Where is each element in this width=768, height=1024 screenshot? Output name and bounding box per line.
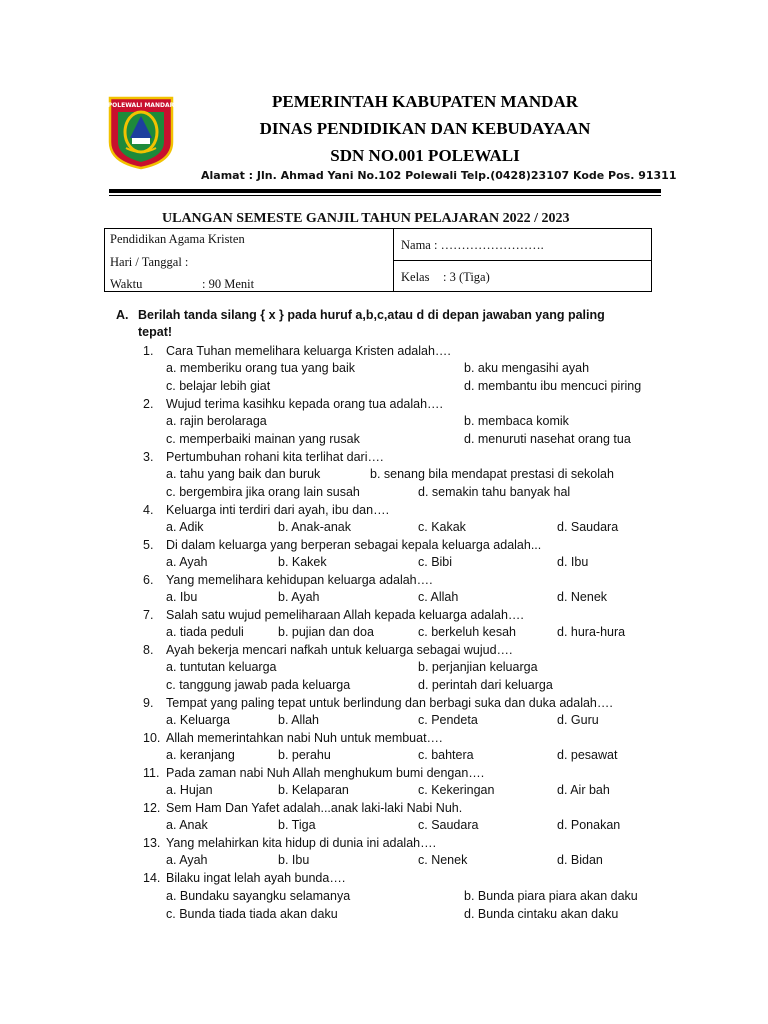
subject-label: Pendidikan Agama Kristen bbox=[110, 232, 245, 246]
question-3-number: 3. bbox=[143, 450, 154, 464]
question-1-text: Cara Tuhan memelihara keluarga Kristen adalah…. bbox=[166, 344, 451, 358]
question-12-option-c: c. Saudara bbox=[418, 818, 479, 832]
question-1-number: 1. bbox=[143, 344, 154, 358]
date-label: Hari / Tanggal : bbox=[110, 255, 189, 269]
question-13-text: Yang melahirkan kita hidup di dunia ini adalah…. bbox=[166, 836, 437, 850]
question-12-number: 12. bbox=[143, 801, 161, 815]
question-4-number: 4. bbox=[143, 503, 154, 517]
question-2-option-a: a. rajin berolaraga bbox=[166, 414, 267, 428]
svg-text:POLEWALI MANDAR: POLEWALI MANDAR bbox=[108, 102, 174, 109]
question-6-option-d: d. Nenek bbox=[557, 590, 608, 604]
question-5-text: Di dalam keluarga yang berperan sebagai kepala keluarga adalah... bbox=[166, 538, 542, 552]
question-5-option-d: d. Ibu bbox=[557, 555, 589, 569]
header-rule-thin bbox=[109, 195, 661, 196]
question-6-option-c: c. Allah bbox=[418, 590, 459, 604]
question-13-option-c: c. Nenek bbox=[418, 853, 468, 867]
question-8-option-d: d. perintah dari keluarga bbox=[418, 678, 553, 692]
question-1-option-c: c. belajar lebih giat bbox=[166, 379, 271, 393]
question-10-option-b: b. perahu bbox=[278, 748, 331, 762]
question-3-option-c: c. bergembira jika orang lain susah bbox=[166, 485, 360, 499]
question-4-option-b: b. Anak-anak bbox=[278, 520, 351, 534]
question-2-option-b: b. membaca komik bbox=[464, 414, 569, 428]
question-5-number: 5. bbox=[143, 538, 154, 552]
instruction-line-2: tepat! bbox=[138, 325, 173, 339]
question-10-option-c: c. bahtera bbox=[418, 748, 474, 762]
question-1-option-a: a. memberiku orang tua yang baik bbox=[166, 361, 355, 375]
exam-title: ULANGAN SEMESTE GANJIL TAHUN PELAJARAN 2022 / 2023 bbox=[162, 211, 570, 226]
question-7-option-a: a. tiada peduli bbox=[166, 625, 244, 639]
question-8-text: Ayah bekerja mencari nafkah untuk keluarga sebagai wujud…. bbox=[166, 643, 513, 657]
question-13-option-b: b. Ibu bbox=[278, 853, 310, 867]
question-12-option-d: d. Ponakan bbox=[557, 818, 621, 832]
name-field: Nama : ……………………. bbox=[401, 238, 544, 252]
section-label: A. bbox=[116, 308, 129, 322]
time-label: Waktu bbox=[110, 277, 143, 291]
question-5-option-b: b. Kakek bbox=[278, 555, 327, 569]
question-4-option-c: c. Kakak bbox=[418, 520, 466, 534]
question-12-option-a: a. Anak bbox=[166, 818, 208, 832]
question-2-text: Wujud terima kasihku kepada orang tua adalah…. bbox=[166, 397, 444, 411]
time-value: : 90 Menit bbox=[202, 277, 255, 291]
class-value: : 3 (Tiga) bbox=[443, 270, 490, 284]
question-7-option-c: c. berkeluh kesah bbox=[418, 625, 516, 639]
question-7-text: Salah satu wujud pemeliharaan Allah kepada keluarga adalah…. bbox=[166, 608, 524, 622]
question-14-option-b: b. Bunda piara piara akan daku bbox=[464, 889, 638, 903]
question-11-option-c: c. Kekeringan bbox=[418, 783, 495, 797]
question-14-number: 14. bbox=[143, 871, 161, 885]
question-14-text: Bilaku ingat lelah ayah bunda…. bbox=[166, 871, 346, 885]
question-10-number: 10. bbox=[143, 731, 161, 745]
info-table-row-line bbox=[393, 260, 652, 261]
question-4-text: Keluarga inti terdiri dari ayah, ibu dan…. bbox=[166, 503, 390, 517]
question-8-number: 8. bbox=[143, 643, 154, 657]
question-1-option-b: b. aku mengasihi ayah bbox=[464, 361, 590, 375]
question-5-option-c: c. Bibi bbox=[418, 555, 453, 569]
question-9-option-a: a. Keluarga bbox=[166, 713, 230, 727]
question-9-number: 9. bbox=[143, 696, 154, 710]
question-14-option-d: d. Bunda cintaku akan daku bbox=[464, 907, 619, 921]
header-address: Alamat : Jln. Ahmad Yani No.102 Polewali Telp.(0428)23107 Kode Pos. 91311 bbox=[201, 169, 677, 182]
question-11-option-d: d. Air bah bbox=[557, 783, 610, 797]
header-government: PEMERINTAH KABUPATEN MANDAR bbox=[272, 92, 578, 111]
question-8-option-c: c. tanggung jawab pada keluarga bbox=[166, 678, 351, 692]
question-9-option-b: b. Allah bbox=[278, 713, 320, 727]
question-8-option-a: a. tuntutan keluarga bbox=[166, 660, 277, 674]
header-rule-thick bbox=[109, 189, 661, 193]
question-3-option-a: a. tahu yang baik dan buruk bbox=[166, 467, 321, 481]
question-6-text: Yang memelihara kehidupan keluarga adalah…. bbox=[166, 573, 433, 587]
question-10-option-d: d. pesawat bbox=[557, 748, 618, 762]
question-11-option-b: b. Kelaparan bbox=[278, 783, 349, 797]
question-13-option-a: a. Ayah bbox=[166, 853, 208, 867]
header-school: SDN NO.001 POLEWALI bbox=[330, 146, 520, 165]
question-2-option-d: d. menuruti nasehat orang tua bbox=[464, 432, 631, 446]
instruction-line-1: Berilah tanda silang { x } pada huruf a,b,c,atau d di depan jawaban yang paling bbox=[138, 308, 605, 322]
question-11-option-a: a. Hujan bbox=[166, 783, 213, 797]
question-10-option-a: a. keranjang bbox=[166, 748, 235, 762]
exam-info-table bbox=[104, 228, 652, 292]
question-9-text: Tempat yang paling tepat untuk berlindung dan berbagi suka dan duka adalah…. bbox=[166, 696, 613, 710]
question-10-text: Allah memerintahkan nabi Nuh untuk membuat…. bbox=[166, 731, 443, 745]
question-6-option-a: a. Ibu bbox=[166, 590, 198, 604]
header-department: DINAS PENDIDIKAN DAN KEBUDAYAAN bbox=[259, 119, 591, 138]
question-12-option-b: b. Tiga bbox=[278, 818, 316, 832]
question-7-option-b: b. pujian dan doa bbox=[278, 625, 374, 639]
question-5-option-a: a. Ayah bbox=[166, 555, 208, 569]
question-9-option-d: d. Guru bbox=[557, 713, 599, 727]
question-9-option-c: c. Pendeta bbox=[418, 713, 478, 727]
question-7-option-d: d. hura-hura bbox=[557, 625, 626, 639]
question-2-number: 2. bbox=[143, 397, 154, 411]
question-11-number: 11. bbox=[143, 766, 160, 780]
question-3-option-d: d. semakin tahu banyak hal bbox=[418, 485, 571, 499]
question-14-option-a: a. Bundaku sayangku selamanya bbox=[166, 889, 351, 903]
question-2-option-c: c. memperbaiki mainan yang rusak bbox=[166, 432, 360, 446]
question-4-option-a: a. Adik bbox=[166, 520, 204, 534]
question-3-option-b: b. senang bila mendapat prestasi di sekolah bbox=[370, 467, 614, 481]
question-14-option-c: c. Bunda tiada tiada akan daku bbox=[166, 907, 338, 921]
class-label: Kelas bbox=[401, 270, 430, 284]
question-6-option-b: b. Ayah bbox=[278, 590, 320, 604]
question-1-option-d: d. membantu ibu mencuci piring bbox=[464, 379, 642, 393]
question-6-number: 6. bbox=[143, 573, 154, 587]
question-4-option-d: d. Saudara bbox=[557, 520, 619, 534]
question-12-text: Sem Ham Dan Yafet adalah...anak laki-laki Nabi Nuh. bbox=[166, 801, 463, 815]
question-8-option-b: b. perjanjian keluarga bbox=[418, 660, 538, 674]
question-11-text: Pada zaman nabi Nuh Allah menghukum bumi dengan…. bbox=[166, 766, 485, 780]
question-3-text: Pertumbuhan rohani kita terlihat dari…. bbox=[166, 450, 384, 464]
question-13-option-d: d. Bidan bbox=[557, 853, 603, 867]
question-7-number: 7. bbox=[143, 608, 154, 622]
question-13-number: 13. bbox=[143, 836, 161, 850]
